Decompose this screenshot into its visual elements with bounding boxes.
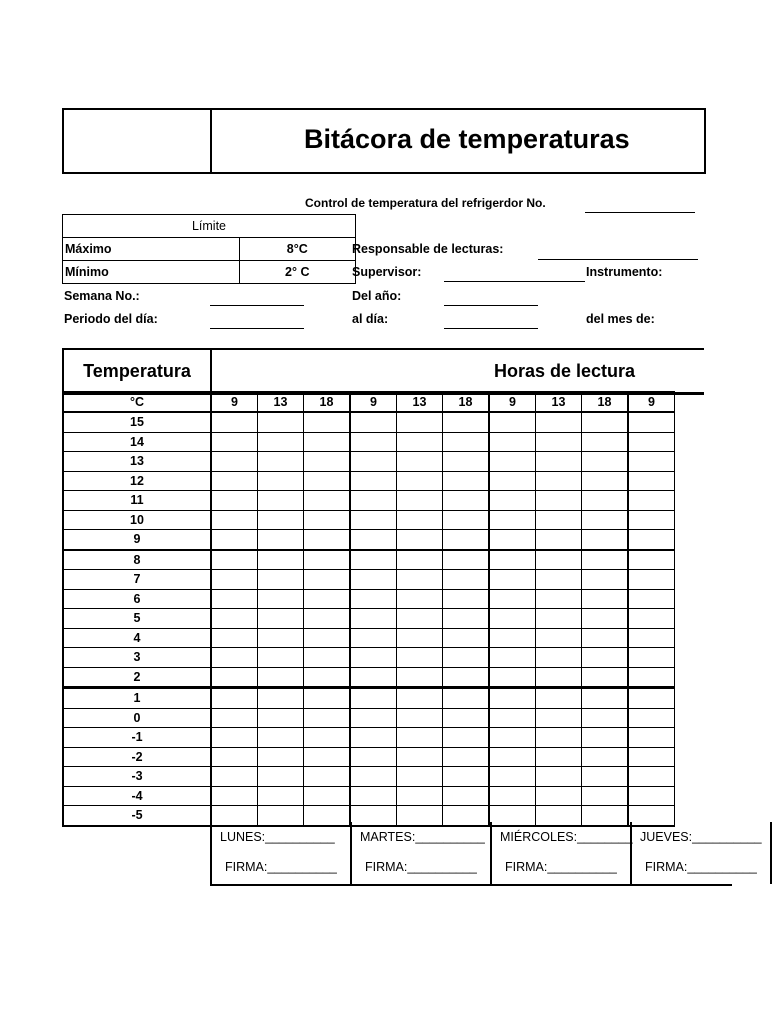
- reading-cell[interactable]: [628, 510, 675, 530]
- reading-cell[interactable]: [397, 767, 443, 787]
- reading-cell[interactable]: [304, 452, 351, 472]
- unit-cell: °C: [63, 392, 211, 413]
- reading-cell[interactable]: [397, 412, 443, 432]
- reading-cell[interactable]: [211, 767, 258, 787]
- reading-cell[interactable]: [628, 491, 675, 511]
- reading-cell[interactable]: [536, 452, 582, 472]
- hour-header-cell: 9: [350, 392, 397, 413]
- refrigerator-label: Control de temperatura del refrigerdor No.: [305, 196, 546, 210]
- reading-cell[interactable]: [582, 767, 629, 787]
- reading-cell[interactable]: [211, 471, 258, 491]
- days-signature-row: [210, 822, 762, 886]
- reading-cell[interactable]: [304, 648, 351, 668]
- reading-cell[interactable]: [489, 491, 536, 511]
- reading-cell[interactable]: [304, 471, 351, 491]
- reading-cell[interactable]: [304, 491, 351, 511]
- temperature-row: [63, 628, 675, 648]
- reading-cell[interactable]: [536, 510, 582, 530]
- reading-cell[interactable]: [211, 688, 258, 709]
- reading-cell[interactable]: [489, 728, 536, 748]
- reading-cell[interactable]: [258, 648, 304, 668]
- reading-cell[interactable]: [536, 767, 582, 787]
- reading-cell[interactable]: [350, 609, 397, 629]
- reading-cell[interactable]: [443, 767, 490, 787]
- reading-cell[interactable]: [582, 452, 629, 472]
- reading-cell[interactable]: [536, 609, 582, 629]
- reading-cell[interactable]: [489, 747, 536, 767]
- reading-cell[interactable]: [304, 747, 351, 767]
- reading-cell[interactable]: [304, 530, 351, 550]
- reading-cell[interactable]: [350, 530, 397, 550]
- reading-cell[interactable]: [628, 628, 675, 648]
- reading-cell[interactable]: [582, 628, 629, 648]
- temperature-value: -5: [63, 806, 211, 826]
- temperature-value: -1: [63, 728, 211, 748]
- temperature-row: [63, 767, 675, 787]
- reading-cell[interactable]: [536, 628, 582, 648]
- limit-table: [62, 214, 356, 284]
- reading-cell[interactable]: [304, 728, 351, 748]
- reading-cell[interactable]: [443, 412, 490, 432]
- temperature-value: -2: [63, 747, 211, 767]
- reading-cell[interactable]: [258, 786, 304, 806]
- reading-cell[interactable]: [258, 609, 304, 629]
- reading-cell[interactable]: [258, 728, 304, 748]
- day-label[interactable]: LUNES:__________: [220, 830, 335, 844]
- reading-cell[interactable]: [397, 648, 443, 668]
- temperature-value: 2: [63, 667, 211, 688]
- reading-cell[interactable]: [350, 510, 397, 530]
- temperature-value: 8: [63, 550, 211, 570]
- reading-cell[interactable]: [397, 728, 443, 748]
- reading-cell[interactable]: [397, 786, 443, 806]
- temperature-grid: [62, 391, 675, 827]
- temperature-row: [63, 589, 675, 609]
- reading-cell[interactable]: [489, 648, 536, 668]
- reading-cell[interactable]: [582, 530, 629, 550]
- reading-cell[interactable]: [350, 628, 397, 648]
- reading-cell[interactable]: [443, 491, 490, 511]
- reading-cell[interactable]: [443, 432, 490, 452]
- reading-cell[interactable]: [628, 728, 675, 748]
- temperature-row: [63, 550, 675, 570]
- reading-cell[interactable]: [628, 667, 675, 688]
- reading-cell[interactable]: [443, 609, 490, 629]
- day-column: [492, 822, 632, 884]
- reading-cell[interactable]: [211, 491, 258, 511]
- reading-cell[interactable]: [628, 471, 675, 491]
- temperature-value: 9: [63, 530, 211, 550]
- reading-cell[interactable]: [304, 708, 351, 728]
- reading-cell[interactable]: [582, 747, 629, 767]
- responsible-line[interactable]: [538, 259, 698, 260]
- supervisor-line[interactable]: [444, 281, 585, 282]
- reading-cell[interactable]: [397, 471, 443, 491]
- reading-cell[interactable]: [536, 491, 582, 511]
- reading-cell[interactable]: [258, 452, 304, 472]
- reading-cell[interactable]: [350, 432, 397, 452]
- reading-cell[interactable]: [443, 471, 490, 491]
- temperature-row: [63, 648, 675, 668]
- reading-cell[interactable]: [582, 728, 629, 748]
- reading-cell[interactable]: [443, 728, 490, 748]
- reading-cell[interactable]: [397, 609, 443, 629]
- reading-cell[interactable]: [211, 628, 258, 648]
- period-label: Periodo del día:: [64, 312, 158, 326]
- reading-cell[interactable]: [489, 628, 536, 648]
- reading-cell[interactable]: [397, 589, 443, 609]
- reading-cell[interactable]: [582, 589, 629, 609]
- min-label: Mínimo: [63, 261, 240, 284]
- reading-cell[interactable]: [258, 491, 304, 511]
- reading-cell[interactable]: [397, 628, 443, 648]
- day-column: [352, 822, 492, 884]
- reading-cell[interactable]: [397, 452, 443, 472]
- reading-cell[interactable]: [628, 747, 675, 767]
- reading-cell[interactable]: [443, 708, 490, 728]
- title-box: [62, 108, 706, 174]
- grid-hours-row: [63, 392, 675, 413]
- reading-cell[interactable]: [304, 767, 351, 787]
- reading-cell[interactable]: [582, 432, 629, 452]
- day-column: [632, 822, 772, 884]
- reading-cell[interactable]: [489, 550, 536, 570]
- day-label[interactable]: MARTES:__________: [360, 830, 485, 844]
- reading-cell[interactable]: [443, 688, 490, 709]
- temperature-row: [63, 491, 675, 511]
- reading-cell[interactable]: [489, 667, 536, 688]
- reading-cell[interactable]: [536, 648, 582, 668]
- page-title: Bitácora de temperaturas: [304, 124, 630, 154]
- reading-cell[interactable]: [258, 471, 304, 491]
- reading-cell[interactable]: [628, 432, 675, 452]
- hours-header: Horas de lectura: [494, 361, 636, 381]
- temperature-value: 11: [63, 491, 211, 511]
- reading-cell[interactable]: [397, 747, 443, 767]
- reading-cell[interactable]: [489, 530, 536, 550]
- reading-cell[interactable]: [489, 570, 536, 590]
- reading-cell[interactable]: [258, 570, 304, 590]
- reading-cell[interactable]: [304, 432, 351, 452]
- reading-cell[interactable]: [350, 491, 397, 511]
- hour-header-cell: 9: [489, 392, 536, 413]
- reading-cell[interactable]: [397, 708, 443, 728]
- reading-cell[interactable]: [443, 628, 490, 648]
- year-label: Del año:: [352, 289, 402, 303]
- temperature-value: -4: [63, 786, 211, 806]
- temperature-row: [63, 609, 675, 629]
- reading-cell[interactable]: [258, 412, 304, 432]
- reading-cell[interactable]: [489, 589, 536, 609]
- temperature-value: 12: [63, 471, 211, 491]
- week-line[interactable]: [210, 305, 304, 306]
- reading-cell[interactable]: [258, 432, 304, 452]
- max-value: 8°C: [239, 238, 355, 261]
- reading-cell[interactable]: [582, 412, 629, 432]
- responsible-label: Responsable de lecturas:: [352, 242, 504, 256]
- reading-cell[interactable]: [211, 589, 258, 609]
- reading-cell[interactable]: [582, 708, 629, 728]
- reading-cell[interactable]: [443, 747, 490, 767]
- reading-cell[interactable]: [350, 728, 397, 748]
- temperature-value: -3: [63, 767, 211, 787]
- reading-cell[interactable]: [628, 767, 675, 787]
- temperature-header: Temperatura: [64, 350, 212, 392]
- reading-cell[interactable]: [628, 688, 675, 709]
- reading-cell[interactable]: [628, 589, 675, 609]
- reading-cell[interactable]: [536, 747, 582, 767]
- week-label: Semana No.:: [64, 289, 140, 303]
- reading-cell[interactable]: [443, 570, 490, 590]
- reading-cell[interactable]: [258, 589, 304, 609]
- reading-cell[interactable]: [582, 491, 629, 511]
- reading-cell[interactable]: [258, 550, 304, 570]
- reading-cell[interactable]: [628, 609, 675, 629]
- reading-cell[interactable]: [304, 667, 351, 688]
- temperature-value: 4: [63, 628, 211, 648]
- reading-cell[interactable]: [211, 786, 258, 806]
- reading-cell[interactable]: [350, 648, 397, 668]
- reading-cell[interactable]: [258, 530, 304, 550]
- reading-cell[interactable]: [304, 786, 351, 806]
- reading-cell[interactable]: [304, 570, 351, 590]
- reading-cell[interactable]: [489, 452, 536, 472]
- reading-cell[interactable]: [258, 510, 304, 530]
- refrigerator-number-line[interactable]: [585, 212, 695, 213]
- reading-cell[interactable]: [350, 550, 397, 570]
- hour-header-cell: 9: [211, 392, 258, 413]
- reading-cell[interactable]: [536, 550, 582, 570]
- reading-cell[interactable]: [397, 667, 443, 688]
- reading-cell[interactable]: [536, 589, 582, 609]
- day-label[interactable]: JUEVES:__________: [640, 830, 762, 844]
- supervisor-label: Supervisor:: [352, 265, 422, 279]
- temperature-value: 13: [63, 452, 211, 472]
- reading-cell[interactable]: [628, 708, 675, 728]
- temperature-row: [63, 471, 675, 491]
- reading-cell[interactable]: [304, 628, 351, 648]
- reading-cell[interactable]: [258, 708, 304, 728]
- reading-cell[interactable]: [489, 471, 536, 491]
- reading-cell[interactable]: [489, 609, 536, 629]
- temperature-value: 10: [63, 510, 211, 530]
- reading-cell[interactable]: [211, 747, 258, 767]
- reading-cell[interactable]: [350, 786, 397, 806]
- reading-cell[interactable]: [211, 648, 258, 668]
- reading-cell[interactable]: [443, 648, 490, 668]
- reading-cell[interactable]: [350, 589, 397, 609]
- reading-cell[interactable]: [350, 471, 397, 491]
- reading-cell[interactable]: [489, 412, 536, 432]
- reading-cell[interactable]: [628, 530, 675, 550]
- reading-cell[interactable]: [536, 708, 582, 728]
- year-line[interactable]: [444, 305, 538, 306]
- to-day-line[interactable]: [444, 328, 538, 329]
- reading-cell[interactable]: [489, 432, 536, 452]
- month-label: del mes de:: [586, 312, 655, 326]
- hour-header-cell: 13: [536, 392, 582, 413]
- reading-cell[interactable]: [304, 688, 351, 709]
- temperature-row: [63, 728, 675, 748]
- reading-cell[interactable]: [489, 708, 536, 728]
- reading-cell[interactable]: [211, 667, 258, 688]
- day-column: [212, 822, 352, 884]
- reading-cell[interactable]: [304, 609, 351, 629]
- reading-cell[interactable]: [350, 688, 397, 709]
- reading-cell[interactable]: [211, 708, 258, 728]
- temperature-row: [63, 570, 675, 590]
- reading-cell[interactable]: [582, 609, 629, 629]
- reading-cell[interactable]: [536, 728, 582, 748]
- reading-cell[interactable]: [350, 452, 397, 472]
- reading-cell[interactable]: [628, 648, 675, 668]
- hour-header-cell: 13: [258, 392, 304, 413]
- reading-cell[interactable]: [258, 628, 304, 648]
- reading-cell[interactable]: [536, 471, 582, 491]
- reading-cell[interactable]: [582, 570, 629, 590]
- reading-cell[interactable]: [258, 667, 304, 688]
- reading-cell[interactable]: [211, 530, 258, 550]
- limit-header: Límite: [63, 215, 356, 238]
- reading-cell[interactable]: [397, 510, 443, 530]
- reading-cell[interactable]: [304, 510, 351, 530]
- temperature-value: 6: [63, 589, 211, 609]
- reading-cell[interactable]: [397, 688, 443, 709]
- temperature-value: 1: [63, 688, 211, 709]
- reading-cell[interactable]: [304, 550, 351, 570]
- reading-cell[interactable]: [582, 667, 629, 688]
- logo-cell: [64, 110, 212, 172]
- min-value: 2° C: [239, 261, 355, 284]
- temperature-row: [63, 412, 675, 432]
- temperature-value: 0: [63, 708, 211, 728]
- reading-cell[interactable]: [582, 688, 629, 709]
- to-day-label: al día:: [352, 312, 389, 326]
- reading-cell[interactable]: [582, 510, 629, 530]
- reading-cell[interactable]: [536, 530, 582, 550]
- hour-header-cell: 13: [397, 392, 443, 413]
- reading-cell[interactable]: [536, 412, 582, 432]
- temperature-row: [63, 510, 675, 530]
- temperature-value: 5: [63, 609, 211, 629]
- max-label: Máximo: [63, 238, 240, 261]
- signature-label[interactable]: FIRMA:__________: [645, 860, 757, 874]
- temperature-row: [63, 708, 675, 728]
- reading-cell[interactable]: [211, 550, 258, 570]
- reading-cell[interactable]: [489, 767, 536, 787]
- reading-cell[interactable]: [489, 786, 536, 806]
- temperature-row: [63, 452, 675, 472]
- reading-cell[interactable]: [211, 510, 258, 530]
- temperature-row: [63, 667, 675, 688]
- signature-label[interactable]: FIRMA:__________: [505, 860, 617, 874]
- hour-header-cell: 9: [628, 392, 675, 413]
- reading-cell[interactable]: [258, 688, 304, 709]
- reading-cell[interactable]: [628, 786, 675, 806]
- temperature-value: 15: [63, 412, 211, 432]
- reading-cell[interactable]: [443, 452, 490, 472]
- reading-cell[interactable]: [211, 452, 258, 472]
- reading-cell[interactable]: [443, 510, 490, 530]
- reading-cell[interactable]: [628, 570, 675, 590]
- reading-cell[interactable]: [582, 786, 629, 806]
- reading-cell[interactable]: [350, 667, 397, 688]
- reading-cell[interactable]: [536, 667, 582, 688]
- reading-cell[interactable]: [397, 570, 443, 590]
- reading-cell[interactable]: [628, 550, 675, 570]
- reading-cell[interactable]: [211, 728, 258, 748]
- temperature-row: [63, 432, 675, 452]
- reading-cell[interactable]: [350, 767, 397, 787]
- reading-cell[interactable]: [350, 747, 397, 767]
- reading-cell[interactable]: [582, 471, 629, 491]
- reading-cell[interactable]: [304, 589, 351, 609]
- reading-cell[interactable]: [258, 767, 304, 787]
- reading-cell[interactable]: [304, 412, 351, 432]
- reading-cell[interactable]: [397, 530, 443, 550]
- grid-header: [62, 348, 704, 395]
- reading-cell[interactable]: [536, 688, 582, 709]
- period-line[interactable]: [210, 328, 304, 329]
- reading-cell[interactable]: [443, 589, 490, 609]
- reading-cell[interactable]: [582, 648, 629, 668]
- reading-cell[interactable]: [397, 550, 443, 570]
- hour-header-cell: 18: [304, 392, 351, 413]
- reading-cell[interactable]: [582, 550, 629, 570]
- reading-cell[interactable]: [489, 688, 536, 709]
- reading-cell[interactable]: [397, 491, 443, 511]
- reading-cell[interactable]: [350, 412, 397, 432]
- signature-label[interactable]: FIRMA:__________: [225, 860, 337, 874]
- reading-cell[interactable]: [258, 747, 304, 767]
- reading-cell[interactable]: [536, 570, 582, 590]
- temperature-value: 14: [63, 432, 211, 452]
- reading-cell[interactable]: [397, 432, 443, 452]
- temperature-value: 3: [63, 648, 211, 668]
- signature-label[interactable]: FIRMA:__________: [365, 860, 477, 874]
- reading-cell[interactable]: [536, 432, 582, 452]
- reading-cell[interactable]: [443, 667, 490, 688]
- reading-cell[interactable]: [211, 609, 258, 629]
- temperature-row: [63, 747, 675, 767]
- reading-cell[interactable]: [443, 530, 490, 550]
- reading-cell[interactable]: [211, 412, 258, 432]
- reading-cell[interactable]: [211, 570, 258, 590]
- temperature-row: [63, 688, 675, 709]
- hour-header-cell: 18: [582, 392, 629, 413]
- reading-cell[interactable]: [211, 432, 258, 452]
- reading-cell[interactable]: [443, 786, 490, 806]
- reading-cell[interactable]: [443, 550, 490, 570]
- reading-cell[interactable]: [489, 510, 536, 530]
- reading-cell[interactable]: [536, 786, 582, 806]
- temperature-row: [63, 786, 675, 806]
- hour-header-cell: 18: [443, 392, 490, 413]
- reading-cell[interactable]: [628, 412, 675, 432]
- temperature-value: 7: [63, 570, 211, 590]
- day-label[interactable]: MIÉRCOLES:________: [500, 830, 633, 844]
- reading-cell[interactable]: [350, 708, 397, 728]
- instrument-label: Instrumento:: [586, 265, 663, 279]
- reading-cell[interactable]: [350, 570, 397, 590]
- reading-cell[interactable]: [628, 452, 675, 472]
- temperature-row: [63, 530, 675, 550]
